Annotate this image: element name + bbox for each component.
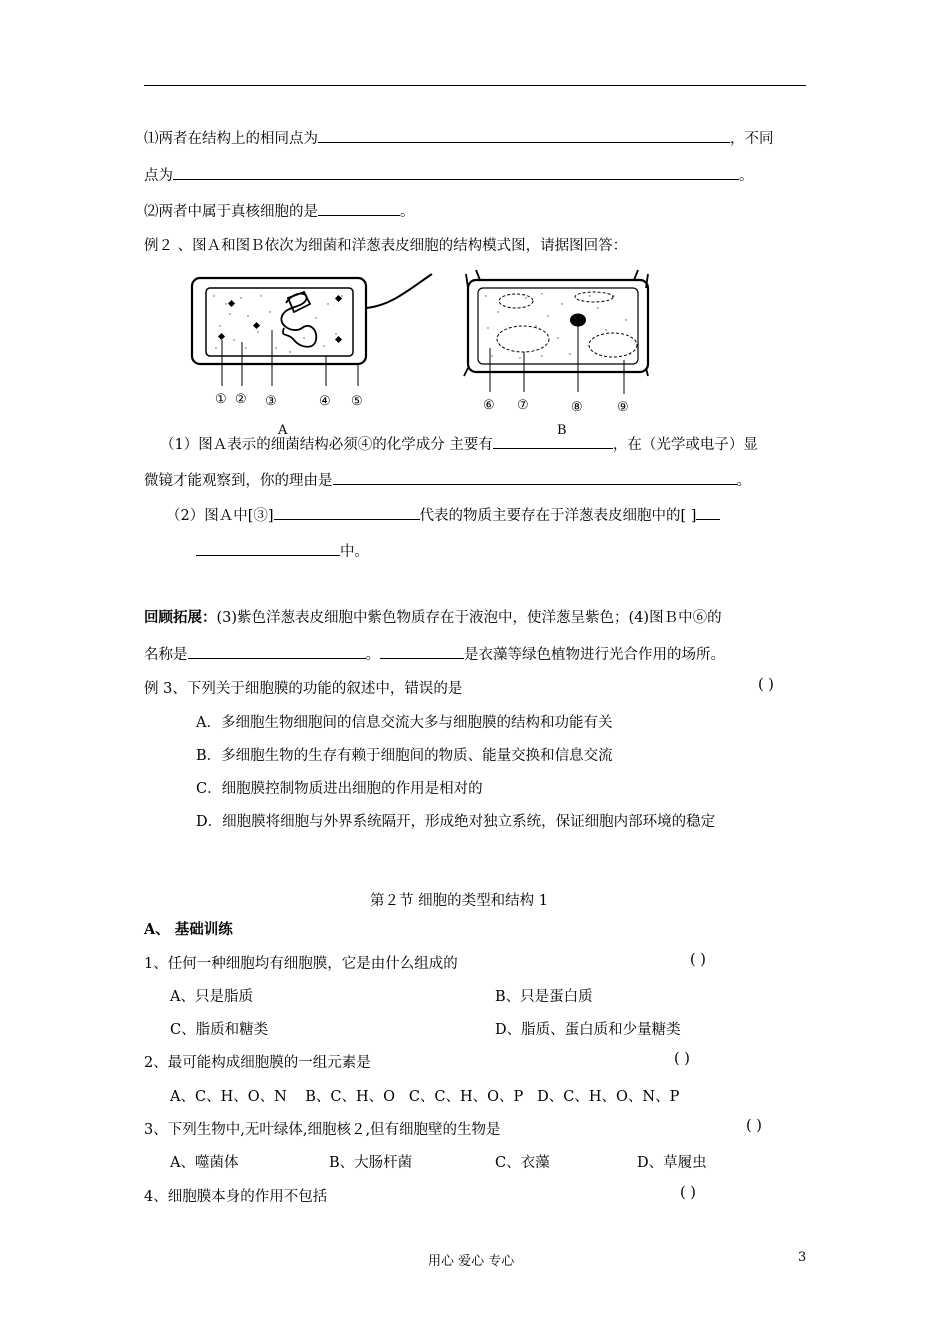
q3-option-c[interactable]: C、衣藻 xyxy=(495,1155,550,1171)
question-3: 3、下列生物中,无叶绿体,细胞核２,但有细胞壁的生物是 xyxy=(144,1122,501,1138)
q1-part1-line2 xyxy=(144,164,754,185)
answer-paren[interactable]: ( ) xyxy=(680,1185,696,1201)
header-rule xyxy=(144,85,806,86)
q1-option-a[interactable]: A、只是脂质 xyxy=(170,989,253,1005)
review-line2-end: 是衣藻等绿色植物进行光合作用的场所。 xyxy=(464,647,725,663)
q1-part2-prefix: ⑵两者中属于真核细胞的是 xyxy=(144,204,318,220)
option-c[interactable]: C．细胞膜控制物质进出细胞的作用是相对的 xyxy=(196,781,483,797)
page-number: 3 xyxy=(798,1250,807,1265)
answer-paren[interactable]: ( ) xyxy=(674,1051,690,1067)
footer-text: 用心 爱心 专心 xyxy=(428,1254,515,1269)
answer-blank[interactable] xyxy=(333,470,737,485)
answer-blank[interactable] xyxy=(188,644,366,659)
figure-caption-b: B xyxy=(557,423,567,438)
figure-caption-a: A xyxy=(278,423,288,438)
label-b6: ⑥ xyxy=(483,398,495,413)
q1-part1-line1 xyxy=(144,127,774,148)
q1-part2-end: 。 xyxy=(400,204,415,220)
example2-q1-line2-text: 微镜才能观察到，你的理由是 xyxy=(144,473,333,489)
answer-blank[interactable] xyxy=(380,644,464,659)
section-heading: 第２节 细胞的类型和结构 1 xyxy=(370,893,548,909)
q1-part2 xyxy=(144,200,415,221)
example2-q2-line1 xyxy=(166,504,720,525)
example2-q1-mid: ，在（光学或电子）显 xyxy=(612,437,758,453)
answer-blank[interactable] xyxy=(274,505,420,520)
q1-option-c[interactable]: C、脂质和糖类 xyxy=(170,1022,269,1038)
answer-blank[interactable] xyxy=(173,165,739,180)
review-line2-prefix: 名称是 xyxy=(144,647,188,663)
label-a2: ② xyxy=(235,392,247,407)
q3-option-a[interactable]: A、噬菌体 xyxy=(170,1155,239,1171)
option-b[interactable]: B．多细胞生物的生存有赖于细胞间的物质、能量交换和信息交流 xyxy=(196,748,613,764)
answer-paren[interactable]: ( ) xyxy=(746,1118,762,1134)
answer-blank[interactable] xyxy=(493,434,613,449)
onion-cell-diagram xyxy=(464,270,648,438)
example2-q1-line2 xyxy=(144,469,751,490)
option-d[interactable]: D．细胞膜将细胞与外界系统隔开，形成绝对独立系统，保证细胞内部环境的稳定 xyxy=(196,814,716,830)
question-1: 1、任何一种细胞均有细胞膜，它是由什么组成的 xyxy=(144,956,458,972)
option-a[interactable]: A．多细胞生物细胞间的信息交流大多与细胞膜的结构和功能有关 xyxy=(196,715,613,731)
example2-q2-end: 中。 xyxy=(340,544,369,560)
question-2: 2、最可能构成细胞膜的一组元素是 xyxy=(144,1055,371,1071)
q3-option-b[interactable]: B、大肠杆菌 xyxy=(329,1155,413,1171)
example3-title: 例 3、下列关于细胞膜的功能的叙述中，错误的是 xyxy=(144,681,463,697)
review-line2-mid: 。 xyxy=(365,647,380,663)
question-4: 4、细胞膜本身的作用不包括 xyxy=(144,1189,328,1205)
answer-blank[interactable] xyxy=(318,201,400,216)
label-b7: ⑦ xyxy=(517,398,529,413)
q1-part1-suffix: ，不同 xyxy=(730,131,774,147)
answer-paren[interactable]: ( ) xyxy=(690,952,706,968)
section-subheading: A、 基础训练 xyxy=(144,921,233,938)
q1-part1-prefix: ⑴两者在结构上的相同点为 xyxy=(144,131,318,147)
answer-blank[interactable] xyxy=(696,505,720,520)
label-a1: ① xyxy=(215,392,227,407)
cell-structure-figure xyxy=(186,268,666,440)
answer-blank[interactable] xyxy=(196,541,340,556)
q1-option-b[interactable]: B、只是蛋白质 xyxy=(495,989,593,1005)
label-a4: ④ xyxy=(319,394,331,409)
review-text: (3)紫色洋葱表皮细胞中紫色物质存在于液泡中，使洋葱呈紫色；(4)图Ｂ中⑥的 xyxy=(216,610,722,626)
review-line2 xyxy=(144,643,725,664)
label-a3: ③ xyxy=(265,394,277,409)
review-label: 回顾拓展： xyxy=(144,609,217,626)
label-a5: ⑤ xyxy=(351,394,363,409)
q1-part1-end: 。 xyxy=(739,168,754,184)
example2-q2-mid: 代表的物质主要存在于洋葱表皮细胞中的[ ] xyxy=(419,508,697,524)
example2-q2-prefix: （2）图Ａ中[③] xyxy=(166,508,274,524)
label-b8: ⑧ xyxy=(571,400,583,415)
answer-blank[interactable] xyxy=(318,128,730,143)
q2-options[interactable]: A、C、H、O、N B、C、H、O C、C、H、O、P D、C、H、O、N、P xyxy=(170,1089,680,1105)
q1-option-d[interactable]: D、脂质、蛋白质和少量糖类 xyxy=(495,1022,681,1038)
example2-q2-line2 xyxy=(196,540,369,561)
example2-title: 例２ 、图Ａ和图Ｂ依次为细菌和洋葱表皮细胞的结构模式图，请据图回答： xyxy=(144,238,628,254)
q1-part1-line2-text: 点为 xyxy=(144,168,173,184)
answer-paren[interactable]: ( ) xyxy=(758,677,774,693)
example2-q1-prefix: （1）图Ａ表示的细菌结构必须④的化学成分 主要有 xyxy=(160,437,493,453)
bacterium-cell-diagram xyxy=(192,274,432,438)
example2-q1-end: 。 xyxy=(736,473,751,489)
label-b9: ⑨ xyxy=(617,400,629,415)
q3-option-d[interactable]: D、草履虫 xyxy=(637,1155,707,1171)
example2-q1-line1 xyxy=(160,433,758,454)
review-line1 xyxy=(144,606,722,627)
